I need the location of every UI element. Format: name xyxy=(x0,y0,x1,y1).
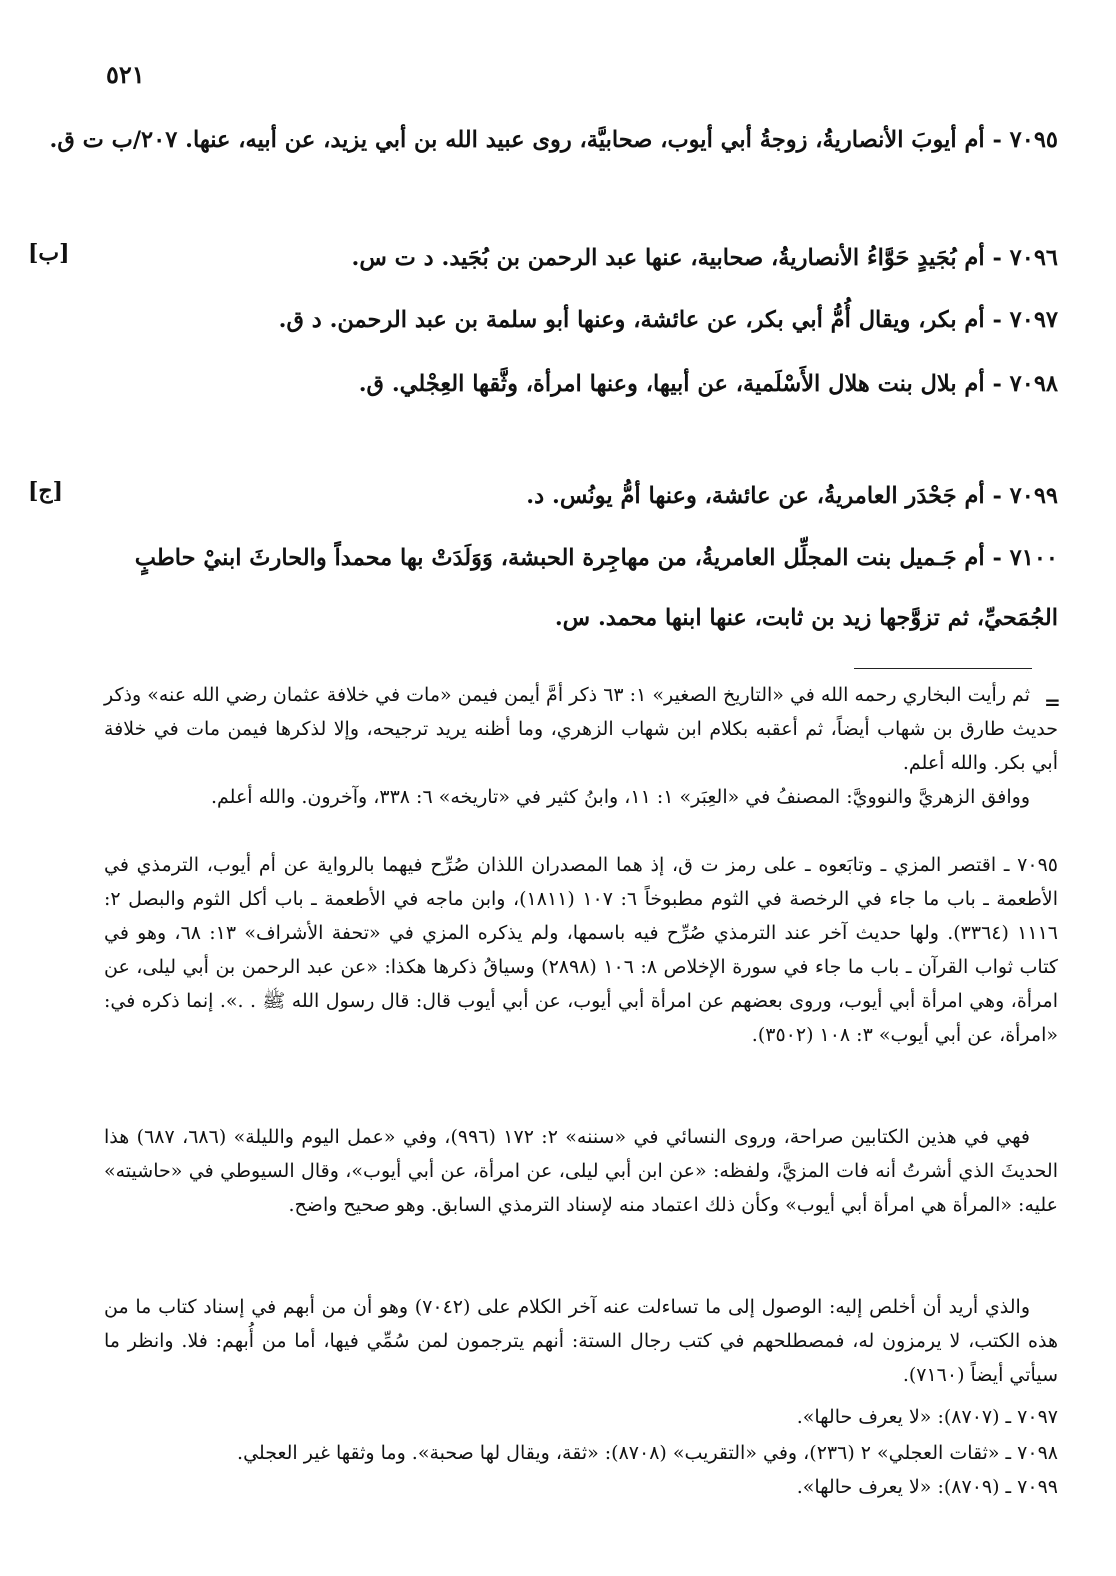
entry-dash: - xyxy=(992,371,1002,397)
entry-7096 xyxy=(90,236,1058,280)
entry-number: ٧٠٩٦ xyxy=(1009,245,1058,271)
entry-text: أم بُجَيدٍ حَوَّاءُ الأنصاريةُ، صحابية، عنها عبد الرحمن بن بُجَيد. د ت س. xyxy=(351,245,985,271)
footnote-paragraph: ووافق الزهريَّ والنوويَّ: المصنفُ في «العِبَر» ١: ١١، وابنُ كثير في «تاريخه» ٦: ٣٣٨، وآخرون. والله أعلم. xyxy=(210,786,1030,808)
footnote-divider xyxy=(854,668,1032,669)
footnote-line: ٧٠٩٧ ـ (٨٧٠٧): «لا يعرف حالها». xyxy=(796,1406,1058,1428)
entry-7100 xyxy=(90,528,1058,648)
footnote-line: ٧٠٩٨ ـ «ثقات العجلي» ٢ (٢٣٦)، وفي «التقريب» (٨٧٠٨): «ثقة، ويقال لها صحبة». وما وثقها غير العجلي. xyxy=(237,1442,1058,1464)
entry-number: ٧١٠٠ xyxy=(1009,545,1058,571)
continuation-marker: = xyxy=(1044,690,1061,714)
footnote-paragraph: فهي في هذين الكتابين صراحة، وروى النسائي في «سننه» ٢: ١٧٢ (٩٩٦)، وفي «عمل اليوم والليلة» (٦٨٦، ٦٨٧) هذا الحديثَ الذي أشرتُ أنه فات المزيَّ، ولفظه: «عن ابن أبي ليلى، عن امرأة، عن أبي أيوب»، وقال السيوطي في «حاشيته» عليه: «المرأة هي امرأة أبي أيوب» وكأن ذلك اعتماد منه لإسناد الترمذي السابق. وهو صحيح واضح. xyxy=(104,1126,1058,1216)
entry-7099 xyxy=(90,474,1058,518)
footnote-paragraph: ٧٠٩٥ ـ اقتصر المزي ـ وتابَعوه ـ على رمز ت ق، إذ هما المصدران اللذان صُرِّح فيهما بالرواية عن أم أيوب، الترمذي في الأطعمة ـ باب ما جاء في الرخصة في الثوم مطبوخاً ٦: ١٠٧ (١٨١١)، وابن ماجه في الأطعمة ـ باب أكل الثوم والبصل ٢: ١١١٦ (٣٣٦٤). ولها حديث آخر عند الترمذي صُرِّح فيه باسمها، ولم يذكره المزي في «تحفة الأشراف» ١٣: ٦٨، وهو في كتاب ثواب القرآن ـ باب ما جاء في سورة الإخلاص ٨: ١٠٦ (٢٨٩٨) وسياقُ ذكرها هكذا: «عن عبد الرحمن بن أبي ليلى، عن امرأة، وهي امرأة أبي أيوب، وروى بعضهم عن امرأة أبي أيوب، عن أبي أيوب قال: قال رسول الله ﷺ . .». إنما ذكره في: «امرأة، عن أبي أيوب» ٣: ١٠٨ (٣٥٠٢). xyxy=(104,854,1058,1046)
entry-text: أم بكر، ويقال أُمُّ أبي بكر، عن عائشة، وعنها أبو سلمة بن عبد الرحمن. د ق. xyxy=(278,307,985,333)
page-number: ٥٢١ xyxy=(106,60,145,89)
entry-dash: - xyxy=(992,127,1002,153)
entry-number: ٧٠٩٧ xyxy=(1009,307,1058,333)
entry-text: أم جَـميل بنت المجلِّل العامريةُ، من مهاجِرة الحبشة، وَوَلَدَتْ بها محمداً والحارثَ ابنيْ حاطبٍ الجُمَحيِّ، ثم تزوَّجها زيد بن ثابت، عنها ابنها محمد. س. xyxy=(134,545,1058,631)
entry-7095 xyxy=(24,118,1058,162)
entry-text: أم بلال بنت هلال الأَسْلَمية، عن أبيها، وعنها امرأة، وثَّقها العِجْلي. ق. xyxy=(358,371,985,397)
entry-dash: - xyxy=(992,483,1002,509)
entry-7098 xyxy=(90,362,1058,406)
entry-number: ٧٠٩٥ xyxy=(1009,127,1058,153)
footnote-line: ٧٠٩٩ ـ (٨٧٠٩): «لا يعرف حالها». xyxy=(796,1476,1058,1498)
entry-text: أم أيوبَ الأنصاريةُ، زوجةُ أبي أيوب، صحابيَّة، روى عبيد الله بن أبي يزيد، عن أبيه، عنها. ٢٠٧/ب ت ق. xyxy=(49,127,985,153)
entry-number: ٧٠٩٨ xyxy=(1009,371,1058,397)
entry-dash: - xyxy=(992,245,1002,271)
margin-tag-j: [ج] xyxy=(28,478,64,504)
footnote-paragraph: والذي أريد أن أخلص إليه: الوصول إلى ما تساءلت عنه آخر الكلام على (٧٠٤٢) وهو أن من أبهم في إسناد كتاب ما من هذه الكتب، لا يرمزون له، فمصطلحهم في كتب رجال الستة: أنهم يترجمون لمن سُمِّي فيها، أما من أُبهم: فلا. وانظر ما سيأتي أيضاً (٧١٦٠). xyxy=(104,1296,1058,1386)
footnote-paragraph: ثم رأيت البخاري رحمه الله في «التاريخ الصغير» ١: ٦٣ ذكر أمَّ أيمن فيمن «مات في خلافة عثمان رضي الله عنه» وذكر حديث طارق بن شهاب أيضاً، ثم أعقبه بكلام ابن شهاب الزهري، وما أظنه يريد ترجيحه، وإلا لذكرها فيمن مات في خلافة أبي بكر. والله أعلم. xyxy=(104,684,1058,774)
entry-text: أم جَحْدَر العامريةُ، عن عائشة، وعنها أمُّ يونُس. د. xyxy=(526,483,985,509)
entry-dash: - xyxy=(992,545,1002,571)
margin-tag-b: [ب] xyxy=(28,240,70,266)
entry-7097 xyxy=(90,298,1058,342)
entry-number: ٧٠٩٩ xyxy=(1009,483,1058,509)
entry-dash: - xyxy=(992,307,1002,333)
